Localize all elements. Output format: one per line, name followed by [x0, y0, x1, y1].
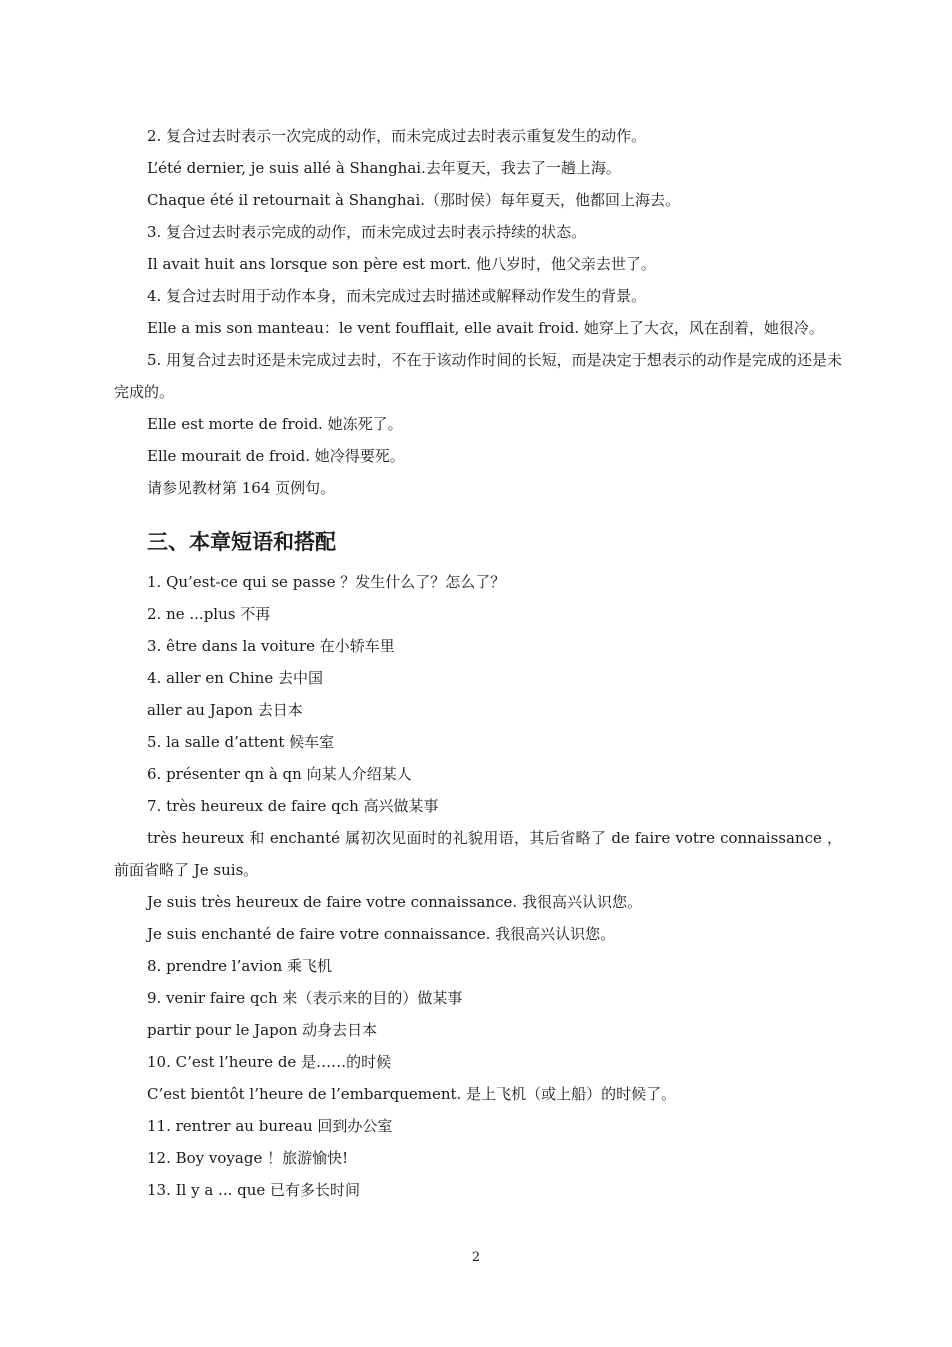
text-line: 请参见教材第 164 页例句。	[147, 479, 336, 497]
paragraph-point-5: 5. 用复合过去时还是未完成过去时，不在于该动作时间的长短，而是决定于想表示的动作是完成的还是未完成的。	[114, 351, 842, 401]
section-heading: 三、本章短语和搭配	[147, 530, 336, 554]
phrase-item: 11. rentrer au bureau 回到办公室	[147, 1117, 393, 1135]
phrase-item: 5. la salle d’attent 候车室	[147, 733, 335, 751]
text-line: Elle est morte de froid. 她冻死了。	[147, 415, 403, 433]
phrase-item: 12. Boy voyage ！旅游愉快!	[147, 1149, 349, 1167]
phrase-item: 9. venir faire qch 来（表示来的目的）做某事	[147, 989, 463, 1007]
paragraph-elle-manteau: Elle a mis son manteau：le vent foufflait, elle avait froid. 她穿上了大衣，风在刮着，她很冷。	[147, 319, 824, 337]
paragraph-tres-heureux: très heureux 和 enchanté 属初次见面时的礼貌用语，其后省略了 de faire votre connaissance ，前面省略了 Je suis。	[114, 829, 842, 879]
phrase-item: 6. présenter qn à qn 向某人介绍某人	[147, 765, 412, 783]
phrase-item: 4. aller en Chine 去中国	[147, 669, 323, 687]
text-line: L’été dernier, je suis allé à Shanghai.去年夏天，我去了一趟上海。	[147, 159, 621, 177]
phrase-item: 10. C’est l’heure de 是……的时候	[147, 1053, 392, 1071]
phrase-item: Je suis enchanté de faire votre connaissance. 我很高兴认识您。	[147, 925, 616, 943]
phrase-item: C’est bientôt l’heure de l’embarquement. 是上飞机（或上船）的时候了。	[147, 1085, 677, 1103]
phrase-item: 1. Qu’est-ce qui se passe ？发生什么了？怎么了？	[147, 573, 506, 591]
phrase-item: Je suis très heureux de faire votre connaissance. 我很高兴认识您。	[147, 893, 642, 911]
text-line: 2. 复合过去时表示一次完成的动作，而未完成过去时表示重复发生的动作。	[147, 127, 647, 145]
phrase-item: aller au Japon 去日本	[147, 701, 303, 719]
phrase-item: 3. être dans la voiture 在小轿车里	[147, 637, 395, 655]
phrase-item: 13. Il y a ... que 已有多长时间	[147, 1181, 361, 1199]
text-line: Elle mourait de froid. 她冷得要死。	[147, 447, 405, 465]
page-number: 2	[471, 1250, 481, 1265]
phrase-item: 8. prendre l’avion 乘飞机	[147, 957, 333, 975]
text-line: Chaque été il retournait à Shanghai.（那时侯）每年夏天，他都回上海去。	[147, 191, 681, 209]
phrase-item: 2. ne ...plus 不再	[147, 605, 271, 623]
phrase-item: partir pour le Japon 动身去日本	[147, 1021, 378, 1039]
text-line: Il avait huit ans lorsque son père est mort. 他八岁时，他父亲去世了。	[147, 255, 656, 273]
phrase-item: 7. très heureux de faire qch 高兴做某事	[147, 797, 439, 815]
page-content	[114, 120, 842, 1206]
text-line: 4. 复合过去时用于动作本身，而未完成过去时描述或解释动作发生的背景。	[147, 287, 647, 305]
text-line: 3. 复合过去时表示完成的动作，而未完成过去时表示持续的状态。	[147, 223, 587, 241]
